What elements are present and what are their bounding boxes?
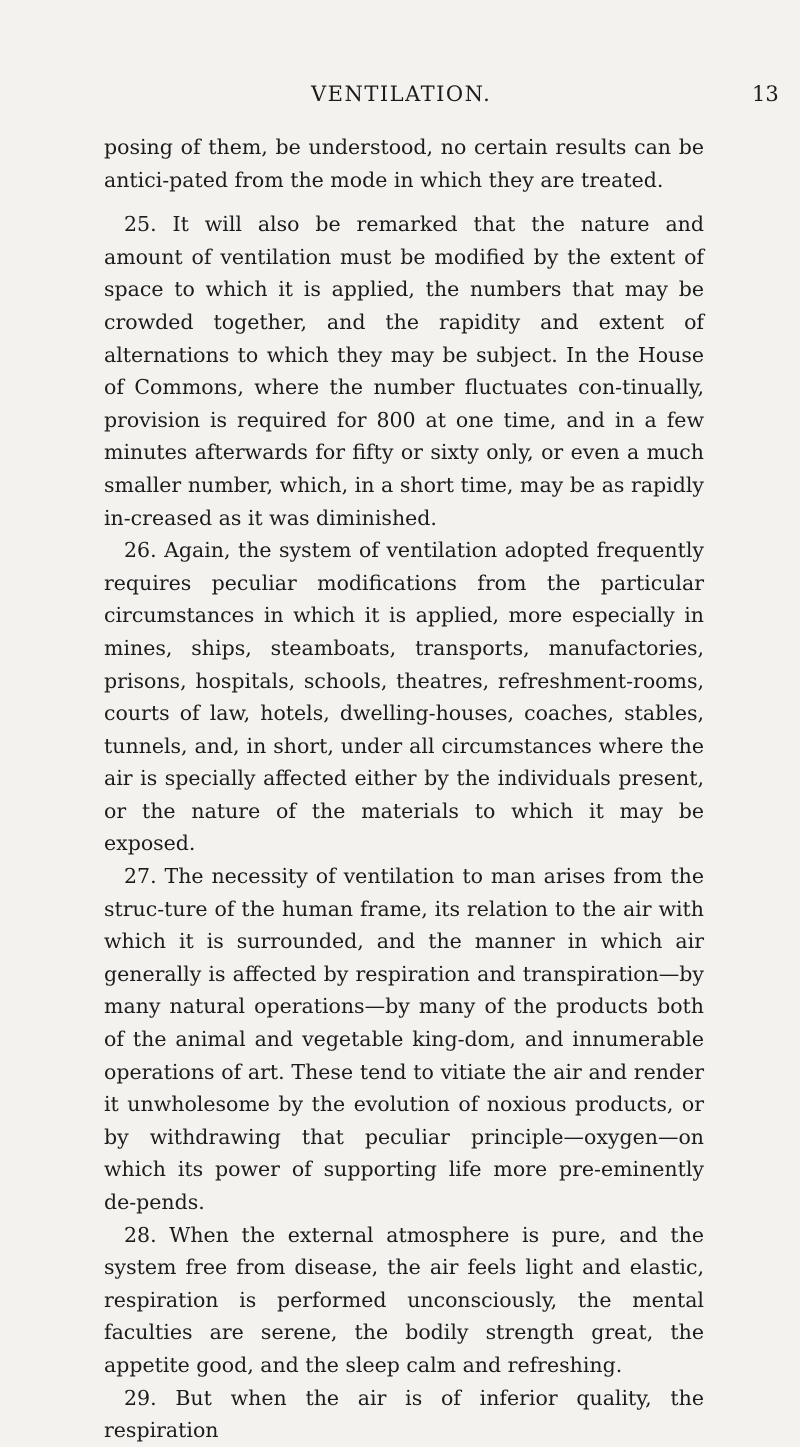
running-title: VENTILATION.	[311, 82, 492, 106]
paragraph-25: 25. It will also be remarked that the nature and amount of ventilation must be modified by the extent of space to which it is applied, the numbers that may be crowded together, and the rapidity and extent of alternations to which they may be subject. In the House of Commons, where the number fluctuates con-tinually, provision is required for 800 at one time, and in a few minutes afterwards for fifty or sixty only, or even a much smaller number, which, in a short time, may be as rapidly in-creased as it was diminished.	[104, 212, 704, 530]
paragraph-29: 29. But when the air is of inferior quality, the respiration	[104, 1385, 704, 1443]
paragraph-26: 26. Again, the system of ventilation adopted frequently requires peculiar modifications from the particular circumstances in which it is applied, more especially in mines, ships, steamboats, transports, manufactories, prisons, hospitals, schools, theatres, refreshment-rooms, courts of law, hotels, dwelling-houses, coaches, stables, tunnels, and, in short, under all circumstances where the air is specially affected either by the individuals present, or the nature of the materials to which it may be exposed.	[104, 538, 704, 856]
paragraph-27: 27. The necessity of ventilation to man arises from the struc-ture of the human frame, its relation to the air with which it is surrounded, and the manner in which air generally is affected by respiration and transpiration—by many natural operations—by many of the products both of the animal and vegetable king-dom, and innumerable operations of art. These tend to vitiate the air and render it unwholesome by the evolution of noxious products, or by withdrawing that peculiar principle—oxygen—on which its power of supporting life more pre-eminently de-pends.	[104, 864, 704, 1214]
page-number: 13	[752, 82, 779, 106]
paragraph-28: 28. When the external atmosphere is pure, and the system free from disease, the air feels light and elastic, respiration is performed unconsciously, the mental faculties are serene, the bodily strength great, the appetite good, and the sleep calm and refreshing.	[104, 1222, 704, 1377]
page-body	[104, 131, 704, 1447]
paragraph-continued: posing of them, be understood, no certain results can be antici-pated from the mode in which they are treated.	[104, 135, 704, 192]
running-head	[0, 82, 800, 112]
